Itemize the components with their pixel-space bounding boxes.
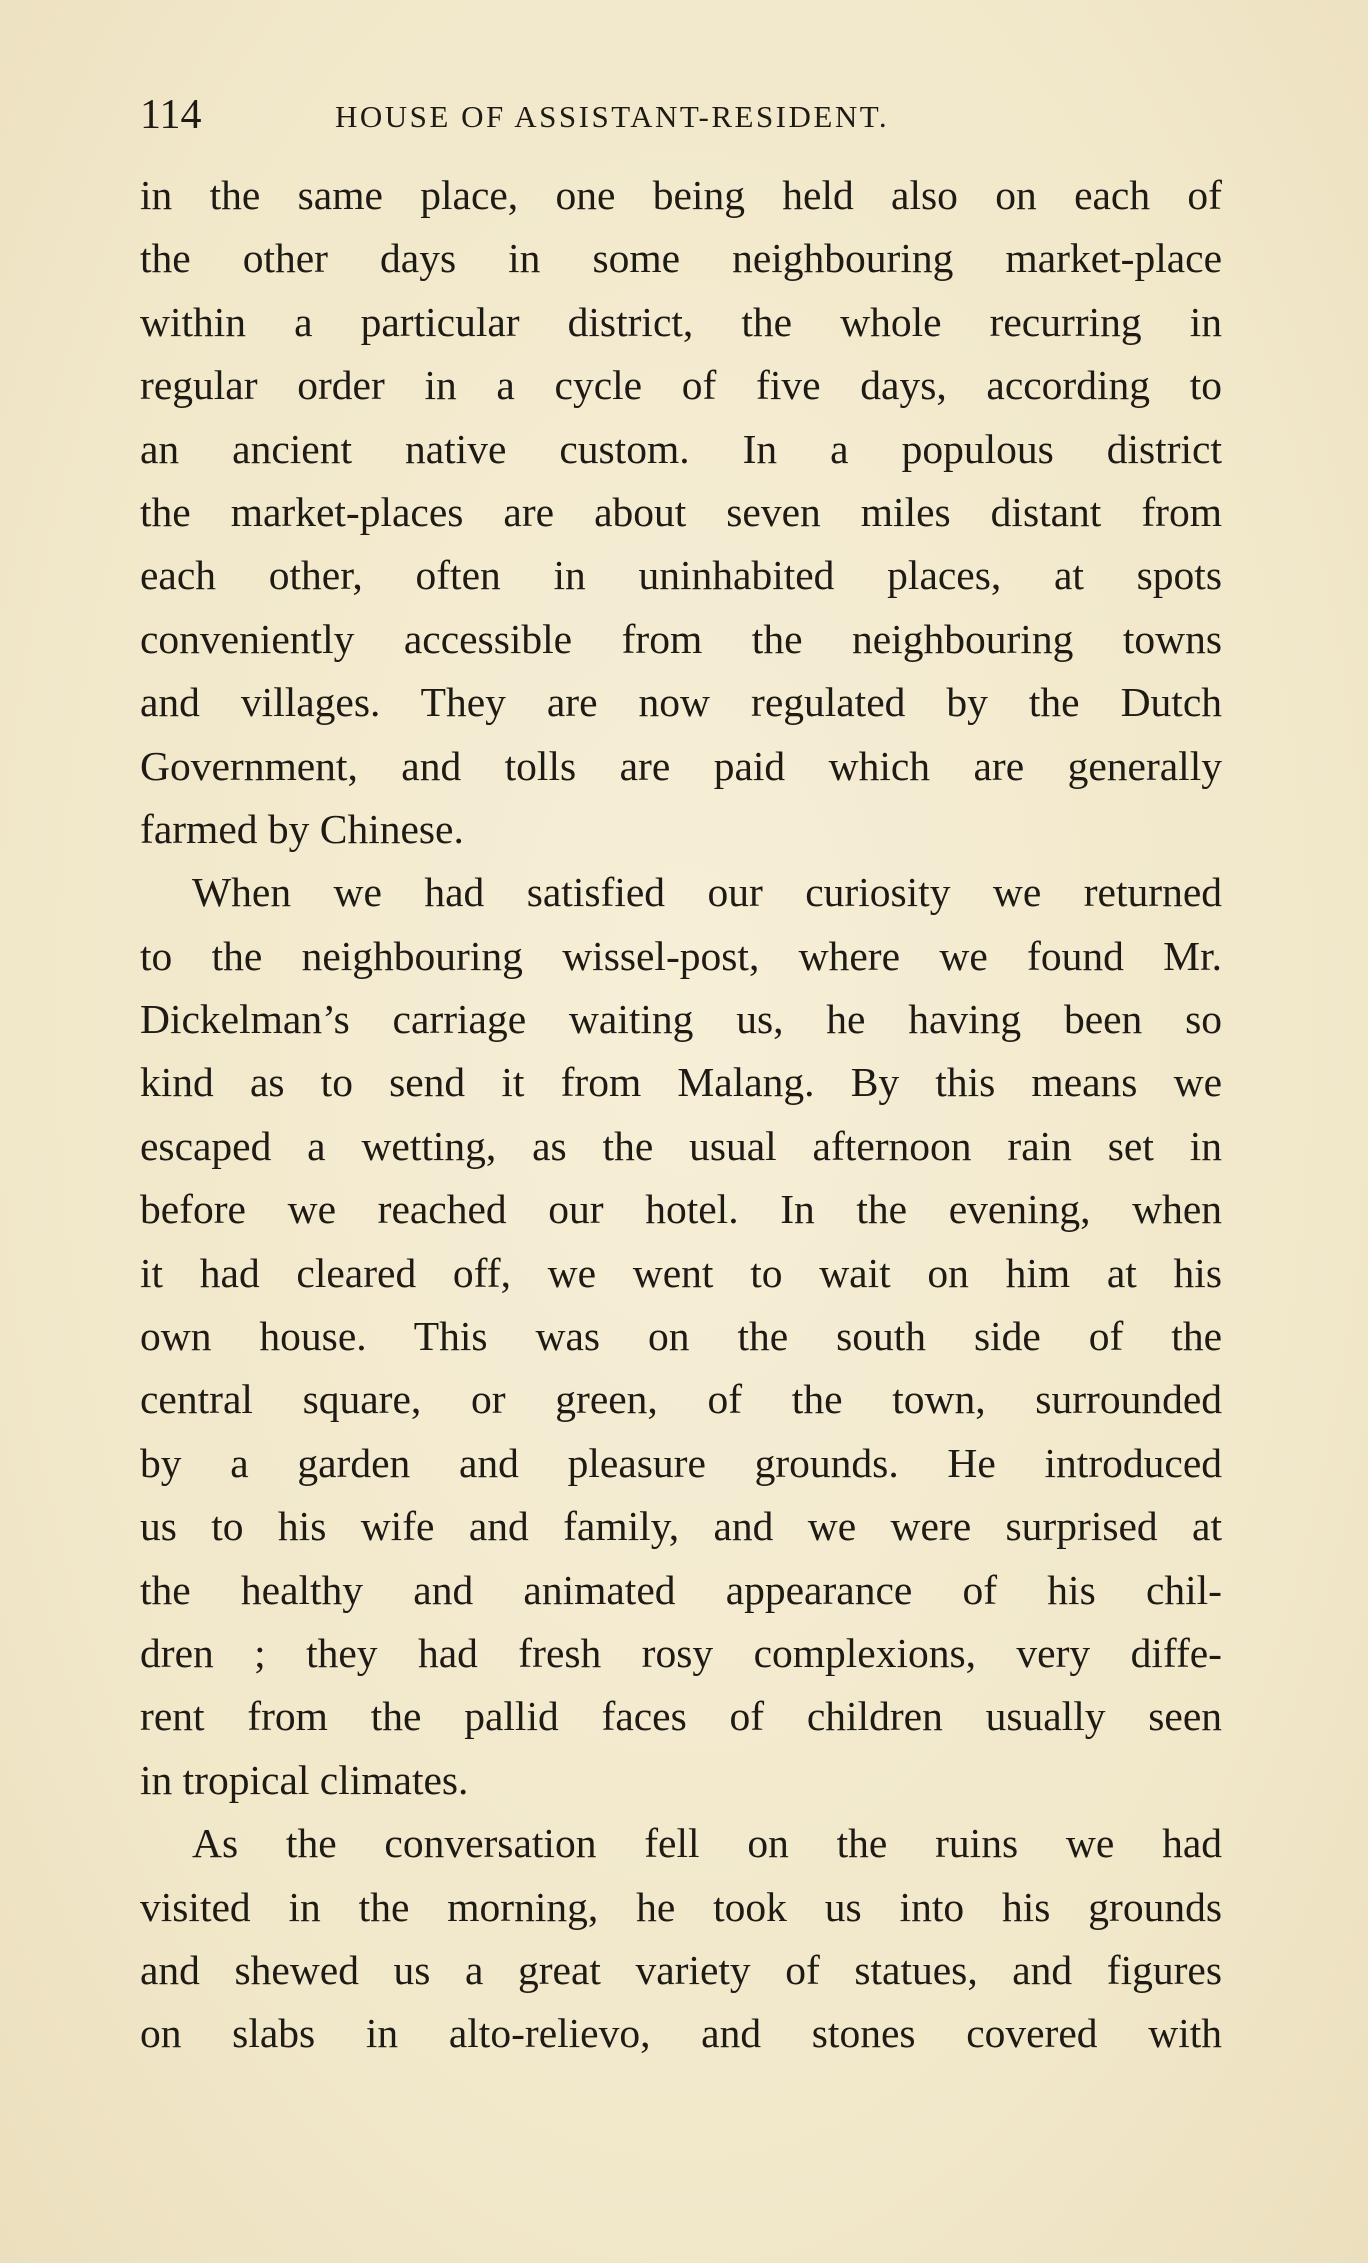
text-line: visited in the morning, he took us into his grounds [140, 1883, 1222, 1930]
text-line: regular order in a cycle of five days, according to [140, 362, 1222, 409]
text-line: the other days in some neighbouring market-place [140, 235, 1222, 282]
text-line: the market-places are about seven miles distant from [140, 488, 1222, 535]
running-title: HOUSE OF ASSISTANT-RESIDENT. [335, 99, 890, 134]
text-line: in the same place, one being held also on each of [140, 172, 1222, 218]
text-line: by a garden and pleasure grounds. He introduced [140, 1439, 1222, 1486]
text-line: rent from the pallid faces of children usually seen [140, 1693, 1222, 1740]
text-line: on slabs in alto-relievo, and stones covered with [140, 2010, 1222, 2057]
running-head [140, 90, 1222, 140]
text-line: own house. This was on the south side of the [140, 1313, 1222, 1360]
text-line: within a particular district, the whole recurring in [140, 298, 1222, 345]
page-number: 114 [140, 92, 202, 138]
paragraph-end-line: in tropical climates. [140, 1756, 469, 1803]
body-text [140, 164, 1222, 2066]
text-line: to the neighbouring wissel-post, where we found Mr. [140, 932, 1222, 979]
text-line: Dickelman’s carriage waiting us, he having been so [140, 996, 1222, 1043]
text-line: each other, often in uninhabited places, at spots [140, 552, 1222, 599]
text-line: central square, or green, of the town, surrounded [140, 1376, 1222, 1423]
text-line: Government, and tolls are paid which are generally [140, 742, 1222, 789]
paragraph-start-line: When we had satisfied our curiosity we returned [192, 869, 1222, 916]
text-line: it had cleared off, we went to wait on him at his [140, 1249, 1222, 1296]
text-line: us to his wife and family, and we were surprised at [140, 1503, 1222, 1550]
paragraph-start-line: As the conversation fell on the ruins we had [192, 1820, 1222, 1867]
text-line: dren ; they had fresh rosy complexions, very diffe- [140, 1629, 1222, 1676]
text-line: the healthy and animated appearance of his chil- [140, 1566, 1222, 1613]
text-line: kind as to send it from Malang. By this means we [140, 1059, 1222, 1106]
text-line: conveniently accessible from the neighbouring towns [140, 615, 1222, 662]
text-line: before we reached our hotel. In the evening, when [140, 1186, 1222, 1233]
text-line: and villages. They are now regulated by the Dutch [140, 679, 1222, 726]
text-line: escaped a wetting, as the usual afternoon rain set in [140, 1122, 1222, 1169]
text-line: and shewed us a great variety of statues, and figures [140, 1946, 1222, 1993]
paragraph-end-line: farmed by Chinese. [140, 805, 464, 852]
text-line: an ancient native custom. In a populous district [140, 425, 1222, 472]
